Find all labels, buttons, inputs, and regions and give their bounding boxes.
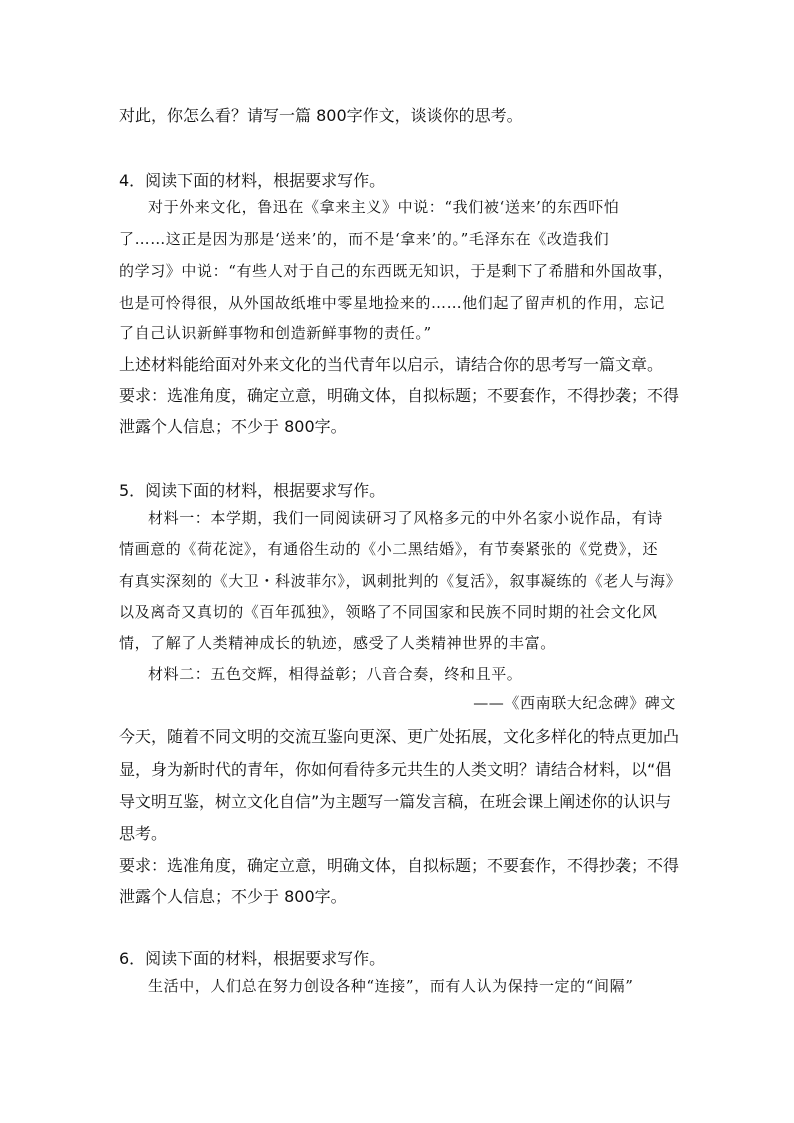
q5-material1-line: 情画意的《荷花淀》，有通俗生动的《小二黑结婚》，有节奏紧张的《党费》，还 <box>119 540 659 558</box>
q4-material-line: 了……这正是因为那是‘送来’的，而不是‘拿来’的。”毛泽东在《改造我们 <box>119 230 610 248</box>
prompt-line: 对此，你怎么看？请写一篇 800字作文，谈谈你的思考。 <box>119 106 523 125</box>
q4-material-line: 的学习》中说：“有些人对于自己的东西既无知识，于是剩下了希腊和外国故事， <box>119 262 674 280</box>
q4-material-line: 了自己认识新鲜事物和创造新鲜事物的责任。” <box>119 324 432 342</box>
question-4-heading: 4．阅读下面的材料，根据要求写作。 <box>119 171 386 190</box>
question-5-heading: 5．阅读下面的材料，根据要求写作。 <box>119 481 386 500</box>
q5-material2: 材料二：五色交辉，相得益彰；八音合奏，终和且平。 <box>148 665 523 683</box>
q5-requirement-line: 泄露个人信息；不少于 800字。 <box>119 887 347 906</box>
q5-material1-line: 材料一：本学期，我们一同阅读研习了风格多元的中外名家小说作品，有诗 <box>148 509 663 527</box>
q5-task-line: 今天，随着不同文明的交流互鉴向更深、更广处拓展，文化多样化的特点更加凸 <box>119 727 680 746</box>
q5-task-line: 导文明互鉴，树立文化自信”为主题写一篇发言稿，在班会课上阐述你的认识与 <box>119 792 672 811</box>
q5-task-line: 显，身为新时代的青年，你如何看待多元共生的人类文明？请结合材料，以“倡 <box>119 760 672 779</box>
q5-material1-line: 情，了解了人类精神成长的轨迹，感受了人类精神世界的丰富。 <box>119 634 556 652</box>
q4-task: 上述材料能给面对外来文化的当代青年以启示，请结合你的思考写一篇文章。 <box>119 355 664 374</box>
q6-material-line: 生活中，人们总在努力创设各种“连接”，而有人认为保持一定的“间隔” <box>148 977 634 995</box>
q4-requirement-line: 要求：选准角度，确定立意，明确文体，自拟标题；不要套作，不得抄袭；不得 <box>119 386 680 405</box>
q5-material1-line: 有真实深刻的《大卫・科波菲尔》，讽刺批判的《复活》，叙事凝练的《老人与海》 <box>119 572 682 590</box>
q4-requirement-line: 泄露个人信息；不少于 800字。 <box>119 417 347 436</box>
q5-task-line: 思考。 <box>119 824 168 843</box>
question-6-heading: 6．阅读下面的材料，根据要求写作。 <box>119 949 386 968</box>
q5-source-attribution: ——《西南联大纪念碑》碑文 <box>473 694 676 712</box>
q4-material-line: 对于外来文化，鲁迅在《拿来主义》中说：“我们被‘送来’的东西吓怕 <box>148 198 620 216</box>
q4-material-line: 也是可怜得很，从外国故纸堆中零星地捡来的……他们起了留声机的作用，忘记 <box>119 294 666 312</box>
q5-material1-line: 以及离奇又真切的《百年孤独》，领略了不同国家和民族不同时期的社会文化风 <box>119 603 658 621</box>
q5-requirement-line: 要求：选准角度，确定立意，明确文体，自拟标题；不要套作，不得抄袭；不得 <box>119 856 680 875</box>
